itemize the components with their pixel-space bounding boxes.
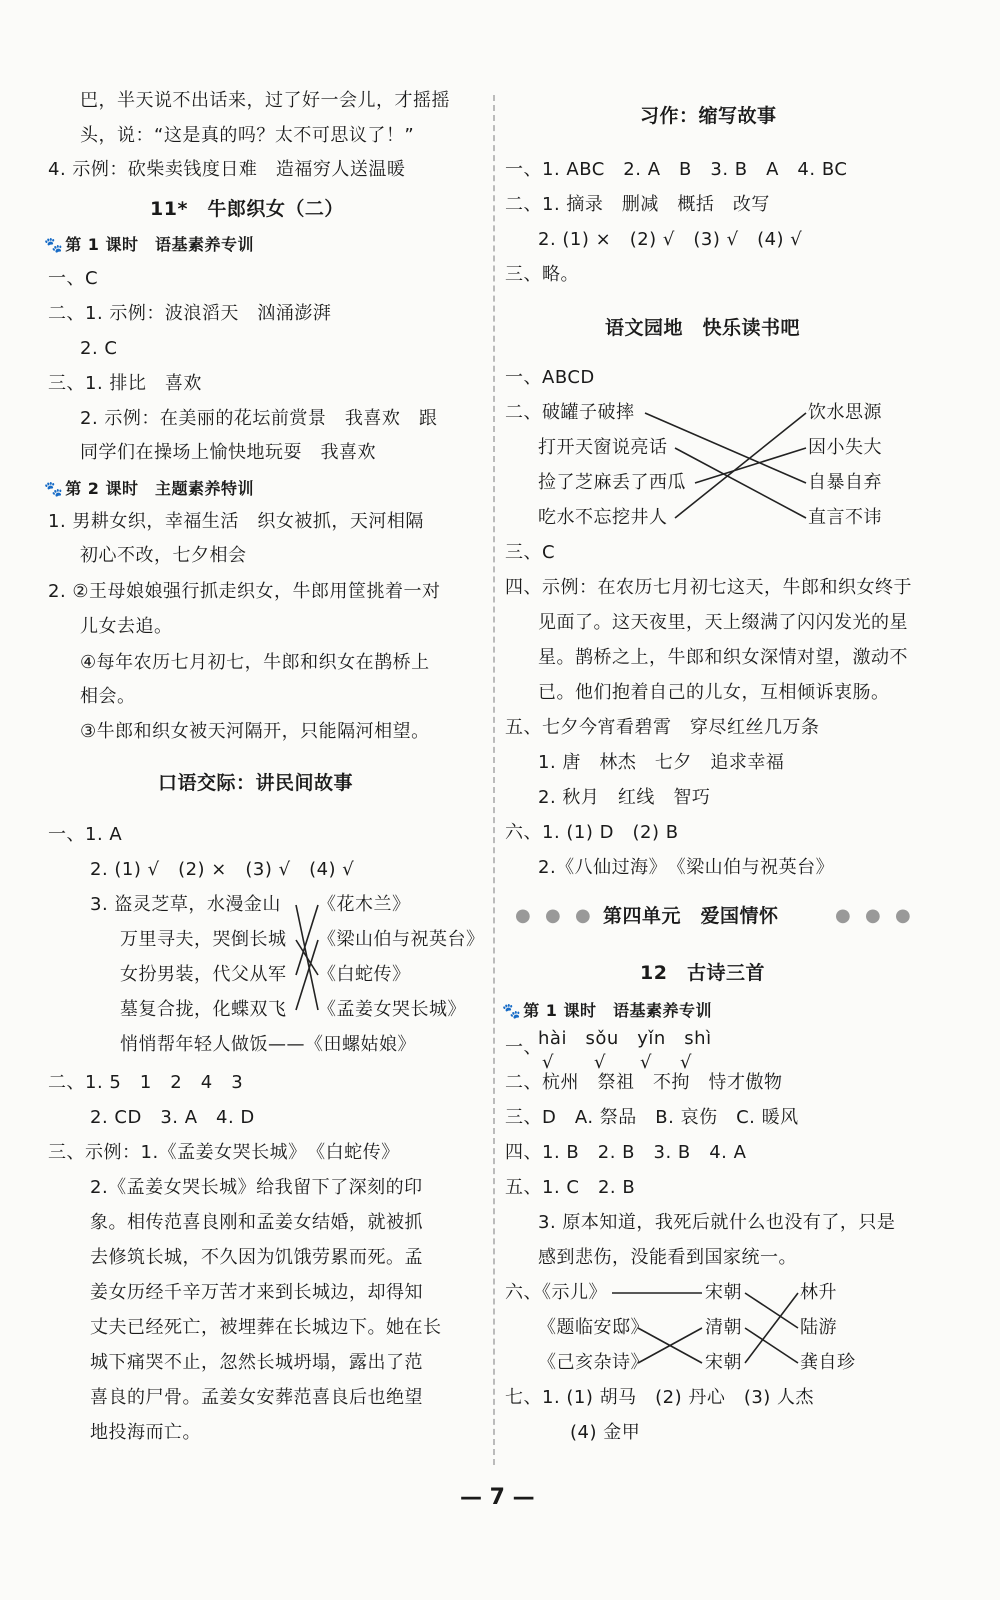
line-text: 姜女历经千辛万苦才来到长城边，却得知 — [90, 1282, 423, 1303]
line-text: 感到悲伤，没能看到国家统一。 — [538, 1247, 797, 1268]
line-text: 因小失大 — [808, 437, 882, 458]
line-text: 七、1. (1) 胡马 (2) 丹心 (3) 人杰 — [505, 1387, 815, 1408]
line-text: 《梁山伯与祝英台》 — [318, 929, 485, 950]
line-text: 一、 — [505, 1037, 542, 1058]
match-line — [675, 413, 806, 518]
line-text: 1. 男耕女织，幸福生活 织女被抓，天河相隔 — [48, 511, 424, 532]
line-text: 四、示例：在农历七月初七这天，牛郎和织女终于 — [505, 577, 912, 598]
line-text: 喜良的尸骨。孟姜女安葬范喜良后也绝望 — [90, 1387, 423, 1408]
line-text: 清朝 — [705, 1317, 742, 1338]
line-text: 第 1 课时 语基素养专训 — [523, 1001, 712, 1020]
paw-icon: 🐾 — [44, 236, 64, 254]
match-line — [745, 1328, 798, 1363]
line-text: 头，说：“这是真的吗？太不可思议了！” — [80, 125, 415, 146]
line-text: 《孟姜女哭长城》 — [318, 999, 466, 1020]
line-text: ④每年农历七月初七，牛郎和织女在鹊桥上 — [80, 652, 430, 673]
line-text: 儿女去追。 — [80, 616, 173, 637]
line-text: 自暴自弃 — [808, 472, 882, 493]
line-text: 四、1. B 2. B 3. B 4. A — [505, 1142, 747, 1163]
section-dots-right: ● ● ● — [835, 905, 915, 926]
line-text: 二、1. 5 1 2 4 3 — [48, 1072, 244, 1093]
line-text: 墓复合拢，化蝶双飞 — [120, 999, 287, 1020]
line-text: 一、1. A — [48, 824, 123, 845]
line-text: 2. ②王母娘娘强行抓走织女，牛郎用筐挑着一对 — [48, 581, 441, 602]
line-text: 相会。 — [80, 686, 136, 707]
line-text: 第四单元 爱国情怀 — [603, 905, 779, 927]
line-text: 3. 原本知道，我死后就什么也没有了，只是 — [538, 1212, 896, 1233]
line-text: 巴，半天说不出话来，过了好一会儿，才摇摇 — [80, 90, 450, 111]
line-text: 三、略。 — [505, 264, 579, 285]
line-text: 见面了。这天夜里，天上缀满了闪闪发光的星 — [538, 612, 908, 633]
line-text: 语文园地 快乐读书吧 — [605, 317, 801, 339]
line-text: 初心不改，七夕相会 — [80, 545, 247, 566]
line-text: 2. 示例：在美丽的花坛前赏景 我喜欢 跟 — [80, 408, 438, 429]
paw-icon: 🐾 — [502, 1002, 522, 1020]
match-line — [745, 1293, 798, 1363]
line-text: 2. (1) √ (2) × (3) √ (4) √ — [90, 859, 355, 880]
line-text: 4. 示例：砍柴卖钱度日难 造福穷人送温暖 — [48, 159, 406, 180]
line-text: 三、1. 排比 喜欢 — [48, 373, 202, 394]
line-text: 三、D A. 祭品 B. 哀伤 C. 暖风 — [505, 1107, 799, 1128]
line-text: 第 2 课时 主题素养特训 — [65, 479, 254, 498]
line-text: 去修筑长城，不久因为饥饿劳累而死。孟 — [90, 1247, 423, 1268]
check-mark: √ — [542, 1052, 554, 1073]
page-number: — 7 — — [460, 1485, 535, 1510]
match-line — [296, 905, 318, 975]
check-mark: √ — [640, 1052, 652, 1073]
line-text: 龚自珍 — [800, 1352, 856, 1373]
line-text: 12 古诗三首 — [640, 962, 765, 984]
paw-icon: 🐾 — [44, 480, 64, 498]
line-text: 女扮男装，代父从军 — [120, 964, 287, 985]
line-text: 《花木兰》 — [318, 894, 411, 915]
line-text: 二、1. 示例：波浪滔天 汹涌澎湃 — [48, 303, 332, 324]
line-text: 《白蛇传》 — [318, 964, 411, 985]
check-mark: √ — [594, 1052, 606, 1073]
line-text: 《题临安邸》 — [538, 1317, 649, 1338]
line-text: 2. C — [80, 338, 118, 359]
line-text: 直言不讳 — [808, 507, 882, 528]
line-text: 五、1. C 2. B — [505, 1177, 636, 1198]
line-text: 地投海而亡。 — [90, 1422, 201, 1443]
line-text: 2. CD 3. A 4. D — [90, 1107, 255, 1128]
line-text: 一、1. ABC 2. A B 3. B A 4. BC — [505, 159, 848, 180]
line-text: 2.《八仙过海》 《梁山伯与祝英台》 — [538, 857, 835, 878]
line-text: 六、《示儿》 — [505, 1282, 607, 1303]
line-text: 吃水不忘挖井人 — [538, 507, 668, 528]
line-text: 1. 唐 林杰 七夕 追求幸福 — [538, 752, 785, 773]
line-text: 2.《孟姜女哭长城》给我留下了深刻的印 — [90, 1177, 423, 1198]
match-line — [695, 448, 806, 483]
line-text: 六、1. (1) D (2) B — [505, 822, 679, 843]
line-text: 2. 秋月 红线 智巧 — [538, 787, 711, 808]
line-text: 二、1. 摘录 删减 概括 改写 — [505, 194, 770, 215]
match-line — [296, 940, 318, 975]
line-text: 已。他们抱着自己的儿女，互相倾诉衷肠。 — [538, 682, 890, 703]
line-text: 城下痛哭不止，忽然长城坍塌，露出了范 — [90, 1352, 423, 1373]
line-text: ③牛郎和织女被天河隔开，只能隔河相望。 — [80, 721, 430, 742]
line-text: 2. (1) × (2) √ (3) √ (4) √ — [538, 229, 803, 250]
match-line — [745, 1293, 798, 1328]
line-text: 二、杭州 祭祖 不拘 恃才傲物 — [505, 1072, 783, 1093]
section-dots-left: ● ● ● — [515, 905, 595, 926]
line-text: 丈夫已经死亡，被埋葬在长城边下。她在长 — [90, 1317, 442, 1338]
line-text: 一、ABCD — [505, 367, 595, 388]
line-text: 11* 牛郎织女（二） — [150, 198, 344, 220]
line-text: 星。鹊桥之上，牛郎和织女深情对望，激动不 — [538, 647, 908, 668]
line-text: 宋朝 — [705, 1282, 742, 1303]
match-line — [675, 448, 806, 518]
line-text: 二、破罐子破摔 — [505, 402, 635, 423]
line-text: 宋朝 — [705, 1352, 742, 1373]
line-text: 口语交际：讲民间故事 — [158, 772, 354, 794]
line-text: hài sǒu yǐn shì — [538, 1028, 712, 1049]
line-text: 3. 盗灵芝草，水漫金山 — [90, 894, 281, 915]
line-text: 《己亥杂诗》 — [538, 1352, 649, 1373]
line-text: 同学们在操场上愉快地玩耍 我喜欢 — [80, 442, 376, 463]
match-line — [645, 413, 806, 483]
line-text: 捡了芝麻丢了西瓜 — [538, 472, 686, 493]
line-text: 打开天窗说亮话 — [538, 437, 668, 458]
line-text: 陆游 — [800, 1317, 837, 1338]
check-mark: √ — [680, 1052, 692, 1073]
line-text: 第 1 课时 语基素养专训 — [65, 235, 254, 254]
line-text: 万里寻夫，哭倒长城 — [120, 929, 287, 950]
line-text: 习作：缩写故事 — [640, 105, 777, 127]
line-text: 五、七夕今宵看碧霄 穿尽红丝几万条 — [505, 717, 820, 738]
line-text: 象。相传范喜良刚和孟姜女结婚，就被抓 — [90, 1212, 423, 1233]
match-line — [296, 940, 318, 1010]
line-text: 悄悄帮年轻人做饭——《田螺姑娘》 — [120, 1034, 416, 1055]
line-text: 三、示例：1.《孟姜女哭长城》 《白蛇传》 — [48, 1142, 400, 1163]
line-text: 林升 — [800, 1282, 837, 1303]
line-text: (4) 金甲 — [570, 1422, 641, 1443]
line-text: 三、C — [505, 542, 556, 563]
line-text: 饮水思源 — [808, 402, 882, 423]
line-text: 一、C — [48, 268, 99, 289]
